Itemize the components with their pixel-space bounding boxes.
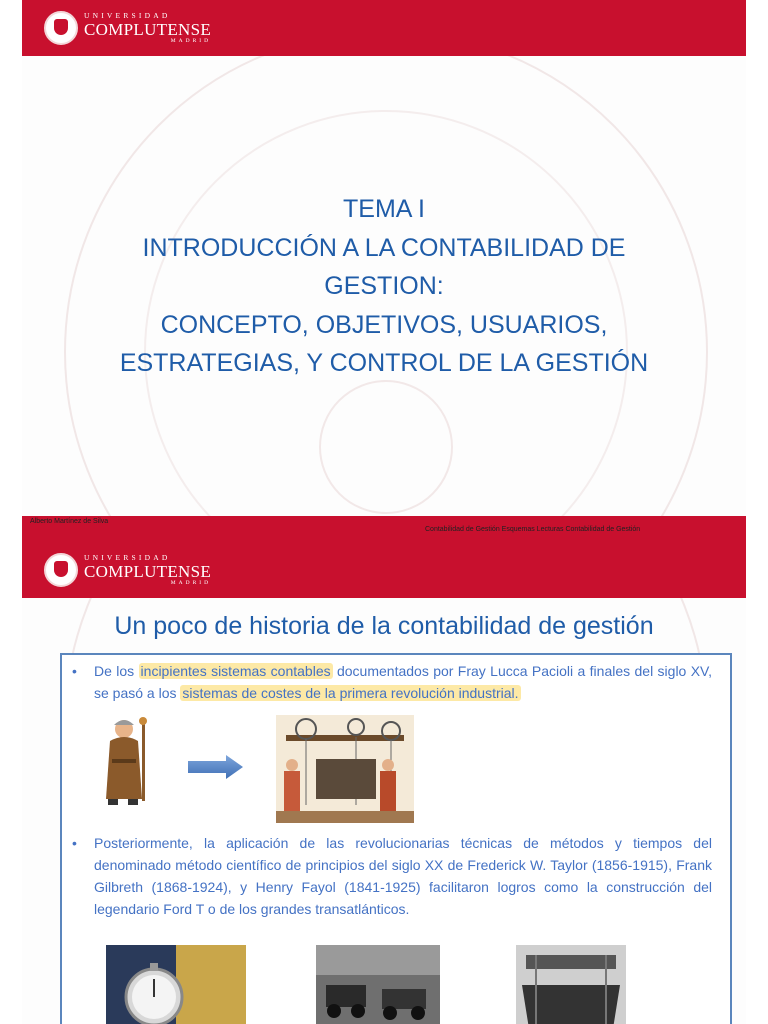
- bullet-icon: •: [72, 835, 77, 851]
- bullet-text: documentados por Fray Lucca Pacioli a finales del siglo XV, se pasó a los: [94, 663, 712, 701]
- watermark-seal-center: [319, 380, 453, 514]
- bullet-text: Posteriormente, la aplicación de las revolucionarias técnicas de métodos y tiempos del denominado método científico de principios del siglo XX de Frederick W. Taylor (1856-1915), Frank Gilbreth (1868-1924), y Henry Fayol (1841-1925) facilitaron logros como la construcción del legendario Ford T o de los grandes transatlánticos.: [94, 835, 712, 917]
- bullet-icon: •: [72, 663, 77, 679]
- highlighted-text: sistemas de costes de la primera revolución industrial.: [182, 685, 519, 701]
- header-bar: [22, 0, 746, 56]
- logo-city-label: MADRID: [170, 579, 212, 586]
- title-line: TEMA I: [343, 195, 425, 223]
- title-line: ESTRATEGIAS, Y CONTROL DE LA GESTIÓN: [119, 349, 649, 377]
- logo-university-label: UNIVERSIDAD: [84, 11, 171, 20]
- course-label: Contabilidad de Gestión Esquemas Lecturas Contabilidad de Gestión: [425, 526, 641, 533]
- monk-illustration: [102, 711, 152, 811]
- bullet-item: [72, 832, 712, 920]
- header-bar: [22, 542, 746, 598]
- logo-university-name: COMPLUTENSE: [84, 19, 212, 39]
- slide-heading: Un poco de historia de la contabilidad de gestión: [114, 612, 654, 640]
- highlighted-text: incipientes sistemas contables: [140, 663, 331, 679]
- university-logo: [44, 10, 211, 46]
- university-logo: [44, 552, 211, 588]
- arrow-icon: [188, 755, 243, 779]
- title-line: GESTION:: [324, 272, 444, 300]
- bullet-item: [72, 660, 712, 704]
- logo-university-label: UNIVERSIDAD: [84, 553, 171, 562]
- university-seal-icon: [44, 553, 78, 587]
- ship-construction-photo: [516, 945, 626, 1024]
- ford-assembly-photo: [316, 945, 440, 1024]
- title-line: INTRODUCCIÓN A LA CONTABILIDAD DE: [142, 233, 626, 262]
- slide-title: [22, 190, 746, 383]
- logo-city-label: MADRID: [170, 37, 212, 44]
- content-box: [60, 653, 732, 1024]
- title-line: CONCEPTO, OBJETIVOS, USUARIOS,: [160, 310, 608, 339]
- logo-university-name: COMPLUTENSE: [84, 561, 212, 581]
- author-label: Alberto Martínez de Silva: [30, 518, 109, 525]
- title-slide: [22, 0, 746, 516]
- bullet-text: De los: [94, 663, 139, 679]
- history-slide: [22, 542, 746, 1024]
- university-seal-icon: [44, 11, 78, 45]
- stopwatch-photo: [106, 945, 246, 1024]
- factory-illustration: [276, 715, 414, 823]
